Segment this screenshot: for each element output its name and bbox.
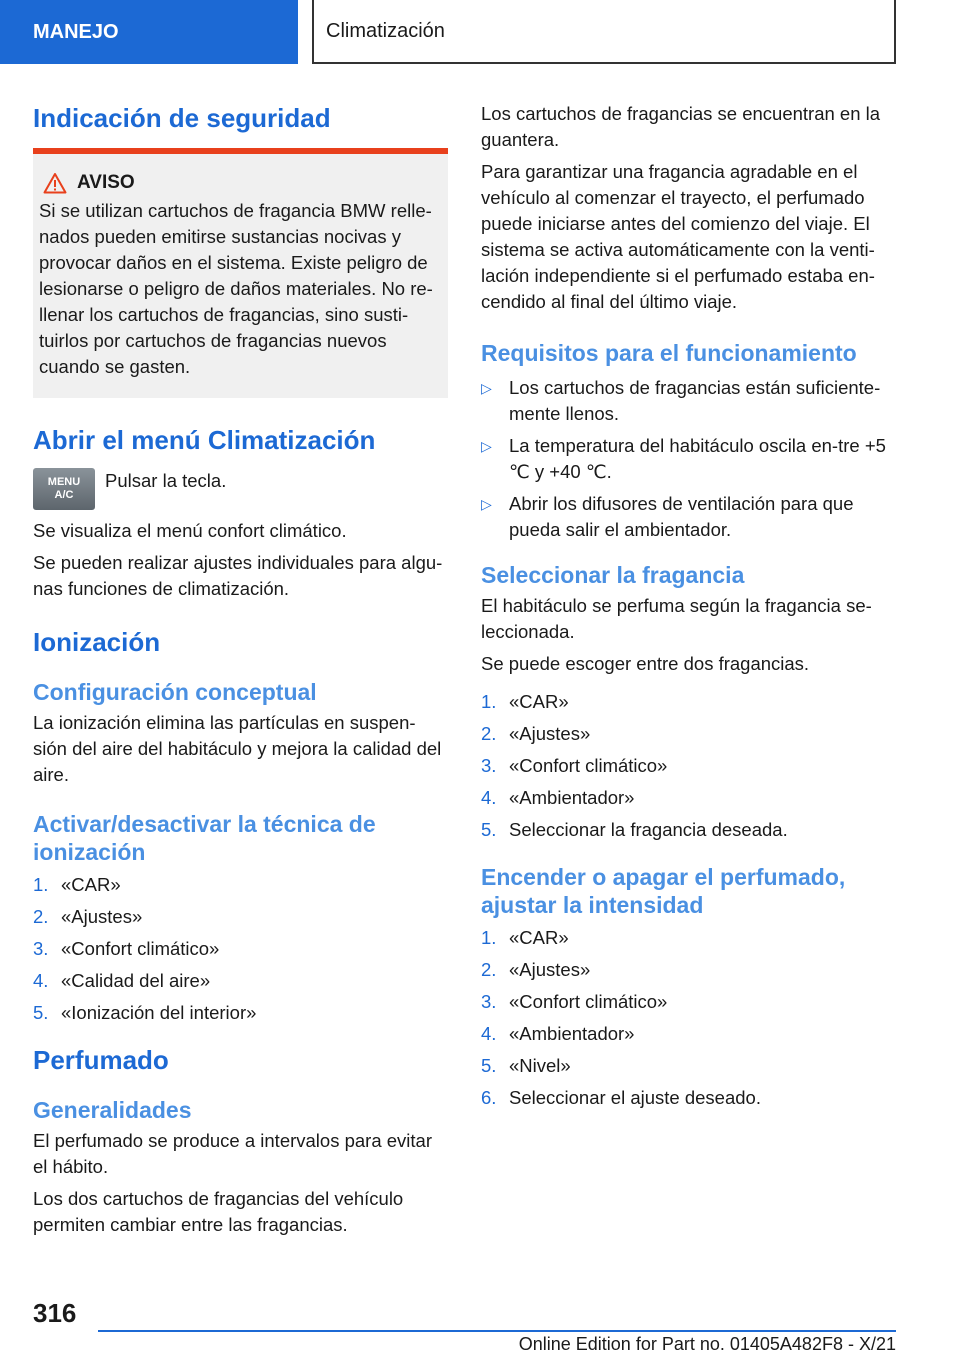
step-number: 4.: [33, 970, 49, 991]
list-item: [481, 925, 896, 951]
menu-paragraph-1: Se visualiza el menú confort climático.: [33, 520, 347, 541]
step-number: 3.: [481, 991, 497, 1012]
select-paragraph-2: Se puede escoger entre dos fragancias.: [481, 653, 810, 674]
section-tab: MANEJO: [0, 0, 298, 64]
menu-button-line2: A/C: [54, 489, 74, 501]
general-paragraph-1: El perfumado se produce a intervalos para evitar el hábito.: [33, 1130, 432, 1177]
perfume-heading: Perfumado: [33, 1045, 169, 1075]
step-number: 2.: [481, 959, 497, 980]
ionization-heading: Ionización: [33, 627, 161, 657]
step-number: 6.: [481, 1087, 497, 1108]
requirement-text: Los cartuchos de fragancias están suficiente-mente llenos.: [509, 377, 881, 424]
left-column: [33, 100, 448, 1238]
page-number: 316: [33, 1298, 77, 1328]
step-text: «Ambientador»: [509, 787, 635, 808]
triangle-bullet-icon: ▷: [481, 438, 492, 454]
step-text: «Nivel»: [509, 1055, 571, 1076]
warning-box: [33, 148, 448, 398]
warning-label: AVISO: [77, 172, 135, 193]
general-heading: Generalidades: [33, 1097, 192, 1123]
general-paragraph-2: Los dos cartuchos de fragancias del vehículo permiten cambiar entre las fragancias.: [33, 1188, 404, 1235]
location-text: Los cartuchos de fragancias se encuentran en la guantera.: [481, 103, 881, 150]
step-number: 1.: [481, 927, 497, 948]
list-item: [481, 1021, 896, 1047]
warning-header: [39, 172, 442, 194]
step-text: «CAR»: [509, 691, 569, 712]
select-heading: Seleccionar la fragancia: [481, 562, 745, 588]
menu-heading: Abrir el menú Climatización: [33, 425, 376, 455]
list-item: [481, 753, 896, 779]
requirement-text: Abrir los difusores de ventilación para que pueda salir el ambientador.: [509, 493, 854, 540]
list-item: [481, 433, 896, 485]
list-item: [481, 689, 896, 715]
onoff-steps: [481, 925, 896, 1111]
onoff-heading: Encender o apagar el perfumado, ajustar la intensidad: [481, 864, 846, 918]
step-number: 1.: [33, 874, 49, 895]
list-item: [481, 957, 896, 983]
step-number: 5.: [481, 1055, 497, 1076]
step-number: 5.: [33, 1002, 49, 1023]
step-text: «Ionización del interior»: [61, 1002, 257, 1023]
menu-button-line1: MENU: [47, 476, 81, 488]
step-text: «Ajustes»: [509, 723, 591, 744]
step-text: Seleccionar la fragancia deseada.: [509, 819, 788, 840]
requirements-heading: Requisitos para el funcionamiento: [481, 340, 857, 366]
step-number: 4.: [481, 787, 497, 808]
menu-ac-button-icon: [33, 468, 95, 510]
step-number: 3.: [481, 755, 497, 776]
select-steps: [481, 689, 896, 843]
list-item: [481, 785, 896, 811]
step-number: 2.: [481, 723, 497, 744]
triangle-bullet-icon: ▷: [481, 496, 492, 512]
list-item: [481, 817, 896, 843]
triangle-bullet-icon: ▷: [481, 380, 492, 396]
activate-heading: Activar/desactivar la técnica de ionización: [33, 811, 376, 865]
list-item: [481, 1085, 896, 1111]
requirements-list: [481, 375, 896, 543]
step-text: «Ajustes»: [61, 906, 143, 927]
step-number: 1.: [481, 691, 497, 712]
step-number: 4.: [481, 1023, 497, 1044]
list-item: [33, 968, 448, 994]
footer-rule: [98, 1330, 896, 1332]
right-column: [481, 101, 896, 1117]
menu-press-text: Pulsar la tecla.: [105, 470, 227, 491]
list-item: [33, 936, 448, 962]
menu-instruction: [33, 468, 448, 510]
preconditioning-text: Para garantizar una fragancia agradable en el vehículo al comenzar el trayecto, el perfumado puede iniciarse antes del comienzo del viaje. El sistema se activa automáticamente con la venti-lación independiente si el perfumado estaba en-cendido al final del último viaje.: [481, 161, 875, 312]
step-text: «Confort climático»: [61, 938, 220, 959]
list-item: [33, 872, 448, 898]
step-text: Seleccionar el ajuste deseado.: [509, 1087, 761, 1108]
concept-heading: Configuración conceptual: [33, 679, 317, 705]
warning-text: Si se utilizan cartuchos de fragancia BMW relle-nados pueden emitirse sustancias nocivas y provocar daños en el sistema. Existe peligro de lesionarse o peligro de daños materiales. No re-llenar los cartuchos de fragancias, sino susti-tuirlos por cartuchos de fragancias nuevos cuando se gasten.: [39, 200, 433, 377]
step-number: 3.: [33, 938, 49, 959]
concept-text: La ionización elimina las partículas en suspen-sión del aire del habitáculo y mejora la calidad del aire.: [33, 712, 442, 785]
requirement-text: La temperatura del habitáculo oscila en-tre +5 ℃ y +40 ℃.: [509, 435, 886, 482]
step-number: 2.: [33, 906, 49, 927]
step-text: «Confort climático»: [509, 991, 668, 1012]
step-text: «CAR»: [61, 874, 121, 895]
list-item: [481, 989, 896, 1015]
safety-heading: Indicación de seguridad: [33, 103, 331, 133]
list-item: [481, 375, 896, 427]
step-text: «Calidad del aire»: [61, 970, 211, 991]
step-number: 5.: [481, 819, 497, 840]
edition-text: Online Edition for Part no. 01405A482F8 - X/21: [518, 1334, 896, 1354]
step-text: «Ambientador»: [509, 1023, 635, 1044]
menu-paragraph-2: Se pueden realizar ajustes individuales para algu-nas funciones de climatización.: [33, 552, 443, 599]
list-item: [481, 1053, 896, 1079]
list-item: [481, 491, 896, 543]
list-item: [33, 904, 448, 930]
list-item: [481, 721, 896, 747]
list-item: [33, 1000, 448, 1026]
step-text: «Confort climático»: [509, 755, 668, 776]
warning-triangle-icon: [43, 172, 67, 194]
activate-steps: [33, 872, 448, 1026]
select-paragraph-1: El habitáculo se perfuma según la fragancia se-leccionada.: [481, 595, 872, 642]
step-text: «CAR»: [509, 927, 569, 948]
chapter-title: Climatización: [312, 0, 896, 64]
step-text: «Ajustes»: [509, 959, 591, 980]
